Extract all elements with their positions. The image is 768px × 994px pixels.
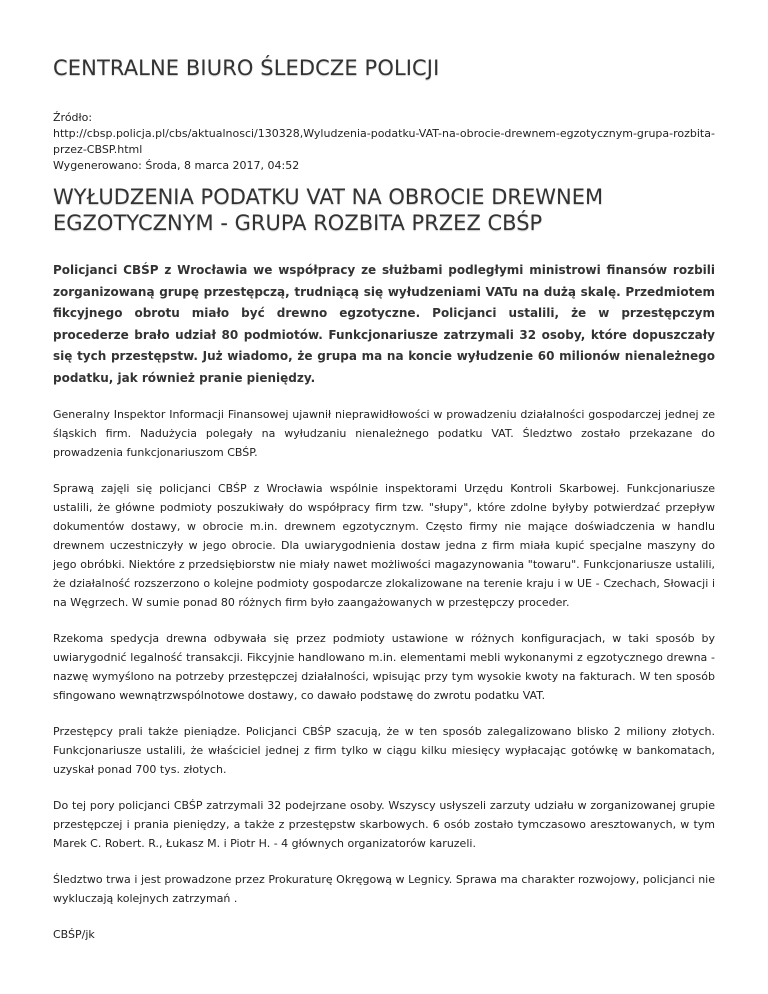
article-paragraph-4: Przestępcy prali także pieniądze. Policjanci CBŚP szacują, że w ten sposób zalegalizowano blisko 2 miliony złotych. Funkcjonariusze ustalili, że właściciel jednej z firm tylko w ciągu kilku miesięcy wypłacając gotówkę w bankomatach, uzyskał ponad 700 tys. złotych.: [53, 725, 715, 776]
article-paragraph-5: Do tej pory policjanci CBŚP zatrzymali 32 podejrzane osoby. Wszyscy usłyszeli zarzuty udziału w zorganizowanej grupie przestępczej i prania pieniędzy, a także z przestępstw skarbowych. 6 osób zostało tymczasowo aresztowanych, w tym Marek C. Robert. R., Łukasz M. i Piotr H. - 4 głównych organizatorów karuzeli.: [53, 799, 715, 850]
article-paragraph-6: Śledztwo trwa i jest prowadzone przez Prokuraturę Okręgową w Legnicy. Sprawa ma charakter rozwojowy, policjanci nie wykluczają kolejnych zatrzymań .: [53, 873, 715, 905]
article-signature: CBŚP/jk: [53, 928, 95, 941]
generated-date: Wygenerowano: Środa, 8 marca 2017, 04:52: [53, 159, 300, 172]
article-paragraph-2: Sprawą zajęli się policjanci CBŚP z Wrocławia wspólnie inspektorami Urzędu Kontroli Skarbowej. Funkcjonariusze ustalili, że główne podmioty poszukiwały do współpracy firm tzw. "słupy", które zdolne byłyby potwierdzać przepływ dokumentów dostawy, w obrocie m.in. drewnem egzotycznym. Często firmy nie mające doświadczenia w handlu drewnem uczestniczyły w jego obrocie. Dla uwiarygodnienia dostaw jedna z firm miała kupić specjalne maszyny do jego obróbki. Niektóre z przedsiębiorstw nie miały nawet możliwości magazynowania "towaru". Funkcjonariusze ustalili, że działalność rozszerzono o kolejne podmioty gospodarcze zlokalizowane na terenie kraju i w UE - Czechach, Słowacji i na Węgrzech. W sumie ponad 80 różnych firm było zaangażowanych w przestępczy proceder.: [53, 482, 715, 609]
article-title: WYŁUDZENIA PODATKU VAT NA OBROCIE DREWNEM EGZOTYCZNYM - GRUPA ROZBITA PRZEZ CBŚP: [53, 185, 604, 235]
article-paragraph-1: Generalny Inspektor Informacji Finansowej ujawnił nieprawidłowości w prowadzeniu działalności gospodarczej jednej ze śląskich firm. Nadużycia polegały na wyłudzaniu nienależnego podatku VAT. Śledztwo zostało przekazane do prowadzenia funkcjonariuszom CBŚP.: [53, 408, 715, 459]
source-meta: [53, 110, 715, 174]
site-title: CENTRALNE BIURO ŚLEDCZE POLICJI: [53, 56, 440, 80]
source-label: Źródło:: [53, 111, 93, 124]
article-paragraph-3: Rzekoma spedycja drewna odbywała się przez podmioty ustawione w różnych konfiguracjach, w taki sposób by uwiarygodnić legalność transakcji. Fikcyjnie handlowano m.in. elementami mebli wykonanymi z egzotycznego drewna - nazwę wymyślono na potrzeby przestępczej działalności, wpisując przy tym wysokie kwoty na fakturach. W ten sposób sfingowano wewnątrzwspólnotowe dostawy, co dawało podstawę do zwrotu podatku VAT.: [53, 632, 715, 702]
article-lead: Policjanci CBŚP z Wrocławia we współpracy ze służbami podległymi ministrowi finansów rozbili zorganizowaną grupę przestępczą, trudniącą się wyłudzeniami VATu na dużą skalę. Przedmiotem fikcyjnego obrotu miało być drewno egzotyczne. Policjanci ustalili, że w przestępczym procederze brało udział 80 podmiotów. Funkcjonariusze zatrzymali 32 osoby, które dopuszczały się tych przestępstw. Już wiadomo, że grupa ma na koncie wyłudzenie 60 milionów nienależnego podatku, jak również pranie pieniędzy.: [53, 263, 715, 385]
source-url[interactable]: http://cbsp.policja.pl/cbs/aktualnosci/130328,Wyludzenia-podatku-VAT-na-obrocie-drewnem-egzotycznym-grupa-rozbita-przez-CBSP.html: [53, 127, 715, 156]
